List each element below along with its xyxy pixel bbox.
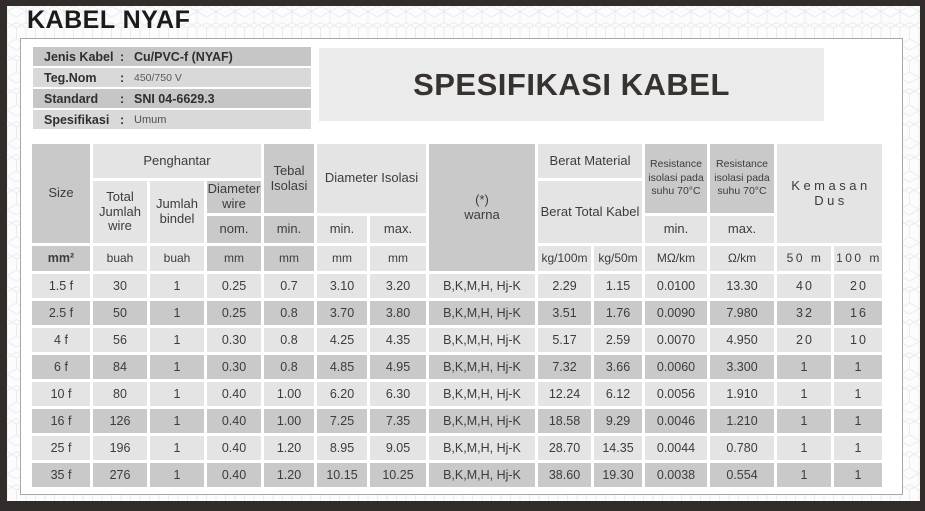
info-value: Cu/PVC-f (NYAF) xyxy=(134,49,233,64)
table-cell: 3.300 xyxy=(710,355,774,379)
table-cell: 20 xyxy=(834,274,882,298)
table-cell: 38.60 xyxy=(538,463,591,487)
table-cell: 0.0090 xyxy=(645,301,707,325)
table-cell: 20 xyxy=(777,328,831,352)
table-cell: 1 xyxy=(150,436,204,460)
table-cell: 7.25 xyxy=(317,409,367,433)
table-cell: 1 xyxy=(834,436,882,460)
table-cell: 1 xyxy=(834,463,882,487)
table-cell: 1 xyxy=(150,355,204,379)
table-cell: 0.0044 xyxy=(645,436,707,460)
table-cell: 6.30 xyxy=(370,382,426,406)
table-cell: 7.32 xyxy=(538,355,591,379)
col-header-diameter-wire: Diameter wire xyxy=(207,181,261,211)
table-cell: 3.66 xyxy=(594,355,642,379)
table-cell: 3.10 xyxy=(317,274,367,298)
table-cell: 4.95 xyxy=(370,355,426,379)
table-cell: 16 f xyxy=(32,409,90,433)
table-cell: 1.5 f xyxy=(32,274,90,298)
col-header-resistance-max: Resistance isolasi pada suhu 70°C xyxy=(710,144,774,213)
info-label: Teg.Nom xyxy=(44,70,97,85)
warna-note: (*) xyxy=(475,191,489,207)
col-header-diameter-isolasi: Diameter Isolasi xyxy=(317,144,426,213)
table-cell: 0.40 xyxy=(207,382,261,406)
table-cell: 276 xyxy=(93,463,147,487)
info-value: SNI 04-6629.3 xyxy=(134,91,215,106)
table-cell: 9.29 xyxy=(594,409,642,433)
table-cell: 0.30 xyxy=(207,355,261,379)
table-cell: 84 xyxy=(93,355,147,379)
unit-berat-100: kg/100m xyxy=(538,246,591,271)
table-cell: 1 xyxy=(834,409,882,433)
spec-title: SPESIFIKASI KABEL xyxy=(413,66,730,102)
table-cell: 19.30 xyxy=(594,463,642,487)
table-cell: 6.20 xyxy=(317,382,367,406)
table-cell: 2.29 xyxy=(538,274,591,298)
col-header-warna xyxy=(429,144,535,271)
info-colon: : xyxy=(120,70,125,85)
spec-table xyxy=(32,144,882,487)
content-card xyxy=(20,38,903,495)
table-cell: 10 f xyxy=(32,382,90,406)
unit-total-wire: buah xyxy=(93,246,147,271)
unit-res-max: Ω/km xyxy=(710,246,774,271)
table-cell: 1 xyxy=(150,382,204,406)
info-row-spesifikasi xyxy=(33,110,311,129)
table-cell: B,K,M,H, Hj-K xyxy=(429,301,535,325)
table-cell: 3.80 xyxy=(370,301,426,325)
info-label: Standard xyxy=(44,91,99,106)
table-cell: 32 xyxy=(777,301,831,325)
table-cell: 1.20 xyxy=(264,436,314,460)
table-cell: 1 xyxy=(777,436,831,460)
table-cell: 1.00 xyxy=(264,382,314,406)
table-cell: 35 f xyxy=(32,463,90,487)
table-cell: 50 xyxy=(93,301,147,325)
table-cell: 14.35 xyxy=(594,436,642,460)
table-cell: 0.30 xyxy=(207,328,261,352)
info-colon: : xyxy=(120,91,125,106)
table-cell: B,K,M,H, Hj-K xyxy=(429,328,535,352)
table-cell: 0.0070 xyxy=(645,328,707,352)
info-row-jenis-kabel xyxy=(33,47,311,66)
info-value: 450/750 V xyxy=(134,71,182,84)
col-header-diameter-max: max. xyxy=(370,216,426,243)
page-title: KABEL NYAF xyxy=(27,6,191,34)
table-cell: 0.0038 xyxy=(645,463,707,487)
table-cell: 3.20 xyxy=(370,274,426,298)
table-cell: B,K,M,H, Hj-K xyxy=(429,382,535,406)
unit-bindel: buah xyxy=(150,246,204,271)
table-cell: B,K,M,H, Hj-K xyxy=(429,409,535,433)
table-cell: 1 xyxy=(150,409,204,433)
table-cell: B,K,M,H, Hj-K xyxy=(429,355,535,379)
table-cell: 0.554 xyxy=(710,463,774,487)
table-cell: 0.0060 xyxy=(645,355,707,379)
info-label: Spesifikasi xyxy=(44,112,110,127)
table-cell: 10 xyxy=(834,328,882,352)
table-cell: 1 xyxy=(150,463,204,487)
table-cell: 0.8 xyxy=(264,355,314,379)
table-cell: 0.8 xyxy=(264,328,314,352)
table-cell: 1.20 xyxy=(264,463,314,487)
table-cell: 0.0056 xyxy=(645,382,707,406)
table-cell: 0.0046 xyxy=(645,409,707,433)
table-cell: 9.05 xyxy=(370,436,426,460)
table-cell: 18.58 xyxy=(538,409,591,433)
table-cell: 4.35 xyxy=(370,328,426,352)
table-cell: 40 xyxy=(777,274,831,298)
table-cell: 56 xyxy=(93,328,147,352)
col-header-diameter-min: min. xyxy=(317,216,367,243)
table-cell: 1 xyxy=(150,328,204,352)
table-cell: 1 xyxy=(150,301,204,325)
info-label: Jenis Kabel xyxy=(44,49,114,64)
table-cell: 1 xyxy=(777,355,831,379)
table-cell: 10.15 xyxy=(317,463,367,487)
unit-size: mm² xyxy=(32,246,90,271)
table-cell: 1 xyxy=(777,463,831,487)
col-header-resistance-min-label: min. xyxy=(645,216,707,243)
table-cell: 3.70 xyxy=(317,301,367,325)
unit-diameter-min: mm xyxy=(317,246,367,271)
table-cell: 28.70 xyxy=(538,436,591,460)
table-cell: B,K,M,H, Hj-K xyxy=(429,436,535,460)
unit-berat-50: kg/50m xyxy=(594,246,642,271)
table-cell: 1 xyxy=(777,409,831,433)
table-cell: 1.76 xyxy=(594,301,642,325)
table-cell: 4 f xyxy=(32,328,90,352)
col-header-berat-total-kabel: Berat Total Kabel xyxy=(538,181,642,243)
col-header-resistance-min: Resistance isolasi pada suhu 70°C xyxy=(645,144,707,213)
warna-label: warna xyxy=(464,206,500,222)
col-header-total-jumlah-wire: Total Jumlah wire xyxy=(93,181,147,243)
table-cell: 3.51 xyxy=(538,301,591,325)
unit-diameter-nom: mm xyxy=(207,246,261,271)
unit-tebal-min: mm xyxy=(264,246,314,271)
table-cell: 80 xyxy=(93,382,147,406)
table-cell: 8.95 xyxy=(317,436,367,460)
table-cell: 16 xyxy=(834,301,882,325)
col-header-size: Size xyxy=(32,144,90,243)
info-row-standard xyxy=(33,89,311,108)
table-cell: 4.950 xyxy=(710,328,774,352)
table-cell: 0.780 xyxy=(710,436,774,460)
unit-diameter-max: mm xyxy=(370,246,426,271)
unit-dus-50: 50 m xyxy=(777,246,831,271)
table-cell: 6 f xyxy=(32,355,90,379)
table-cell: 6.12 xyxy=(594,382,642,406)
table-cell: 1.910 xyxy=(710,382,774,406)
table-cell: 2.5 f xyxy=(32,301,90,325)
table-cell: 196 xyxy=(93,436,147,460)
unit-dus-100: 100 m xyxy=(834,246,882,271)
table-cell: 25 f xyxy=(32,436,90,460)
info-colon: : xyxy=(120,112,125,127)
table-cell: 7.980 xyxy=(710,301,774,325)
info-colon: : xyxy=(120,49,125,64)
table-cell: 0.8 xyxy=(264,301,314,325)
table-cell: 0.40 xyxy=(207,436,261,460)
info-row-teg-nom xyxy=(33,68,311,87)
table-cell: 0.0100 xyxy=(645,274,707,298)
col-header-resistance-max-label: max. xyxy=(710,216,774,243)
table-cell: 7.35 xyxy=(370,409,426,433)
table-cell: 0.40 xyxy=(207,409,261,433)
table-cell: 1.00 xyxy=(264,409,314,433)
table-cell: B,K,M,H, Hj-K xyxy=(429,463,535,487)
table-cell: 2.59 xyxy=(594,328,642,352)
table-cell: 1.210 xyxy=(710,409,774,433)
col-header-tebal-min: min. xyxy=(264,216,314,243)
table-cell: 4.25 xyxy=(317,328,367,352)
table-cell: 30 xyxy=(93,274,147,298)
table-cell: 12.24 xyxy=(538,382,591,406)
table-cell: 1 xyxy=(777,382,831,406)
info-value: Umum xyxy=(134,113,167,126)
table-cell: 0.7 xyxy=(264,274,314,298)
table-cell: 13.30 xyxy=(710,274,774,298)
spec-header-panel xyxy=(319,48,824,121)
table-cell: 1 xyxy=(834,382,882,406)
table-cell: 0.25 xyxy=(207,274,261,298)
col-header-nom: nom. xyxy=(207,216,261,243)
cable-info-panel xyxy=(33,47,311,129)
col-header-tebal-isolasi: Tebal Isolasi xyxy=(264,144,314,213)
table-cell: B,K,M,H, Hj-K xyxy=(429,274,535,298)
col-header-kemasan-dus: Kemasan Dus xyxy=(777,144,882,243)
table-cell: 5.17 xyxy=(538,328,591,352)
table-cell: 126 xyxy=(93,409,147,433)
table-cell: 1.15 xyxy=(594,274,642,298)
col-header-jumlah-bindel: Jumlah bindel xyxy=(150,181,204,243)
table-cell: 0.25 xyxy=(207,301,261,325)
unit-res-min: MΩ/km xyxy=(645,246,707,271)
table-cell: 1 xyxy=(834,355,882,379)
table-cell: 10.25 xyxy=(370,463,426,487)
table-cell: 4.85 xyxy=(317,355,367,379)
col-header-berat-material: Berat Material xyxy=(538,144,642,178)
table-cell: 1 xyxy=(150,274,204,298)
col-header-penghantar: Penghantar xyxy=(93,144,261,178)
table-cell: 0.40 xyxy=(207,463,261,487)
